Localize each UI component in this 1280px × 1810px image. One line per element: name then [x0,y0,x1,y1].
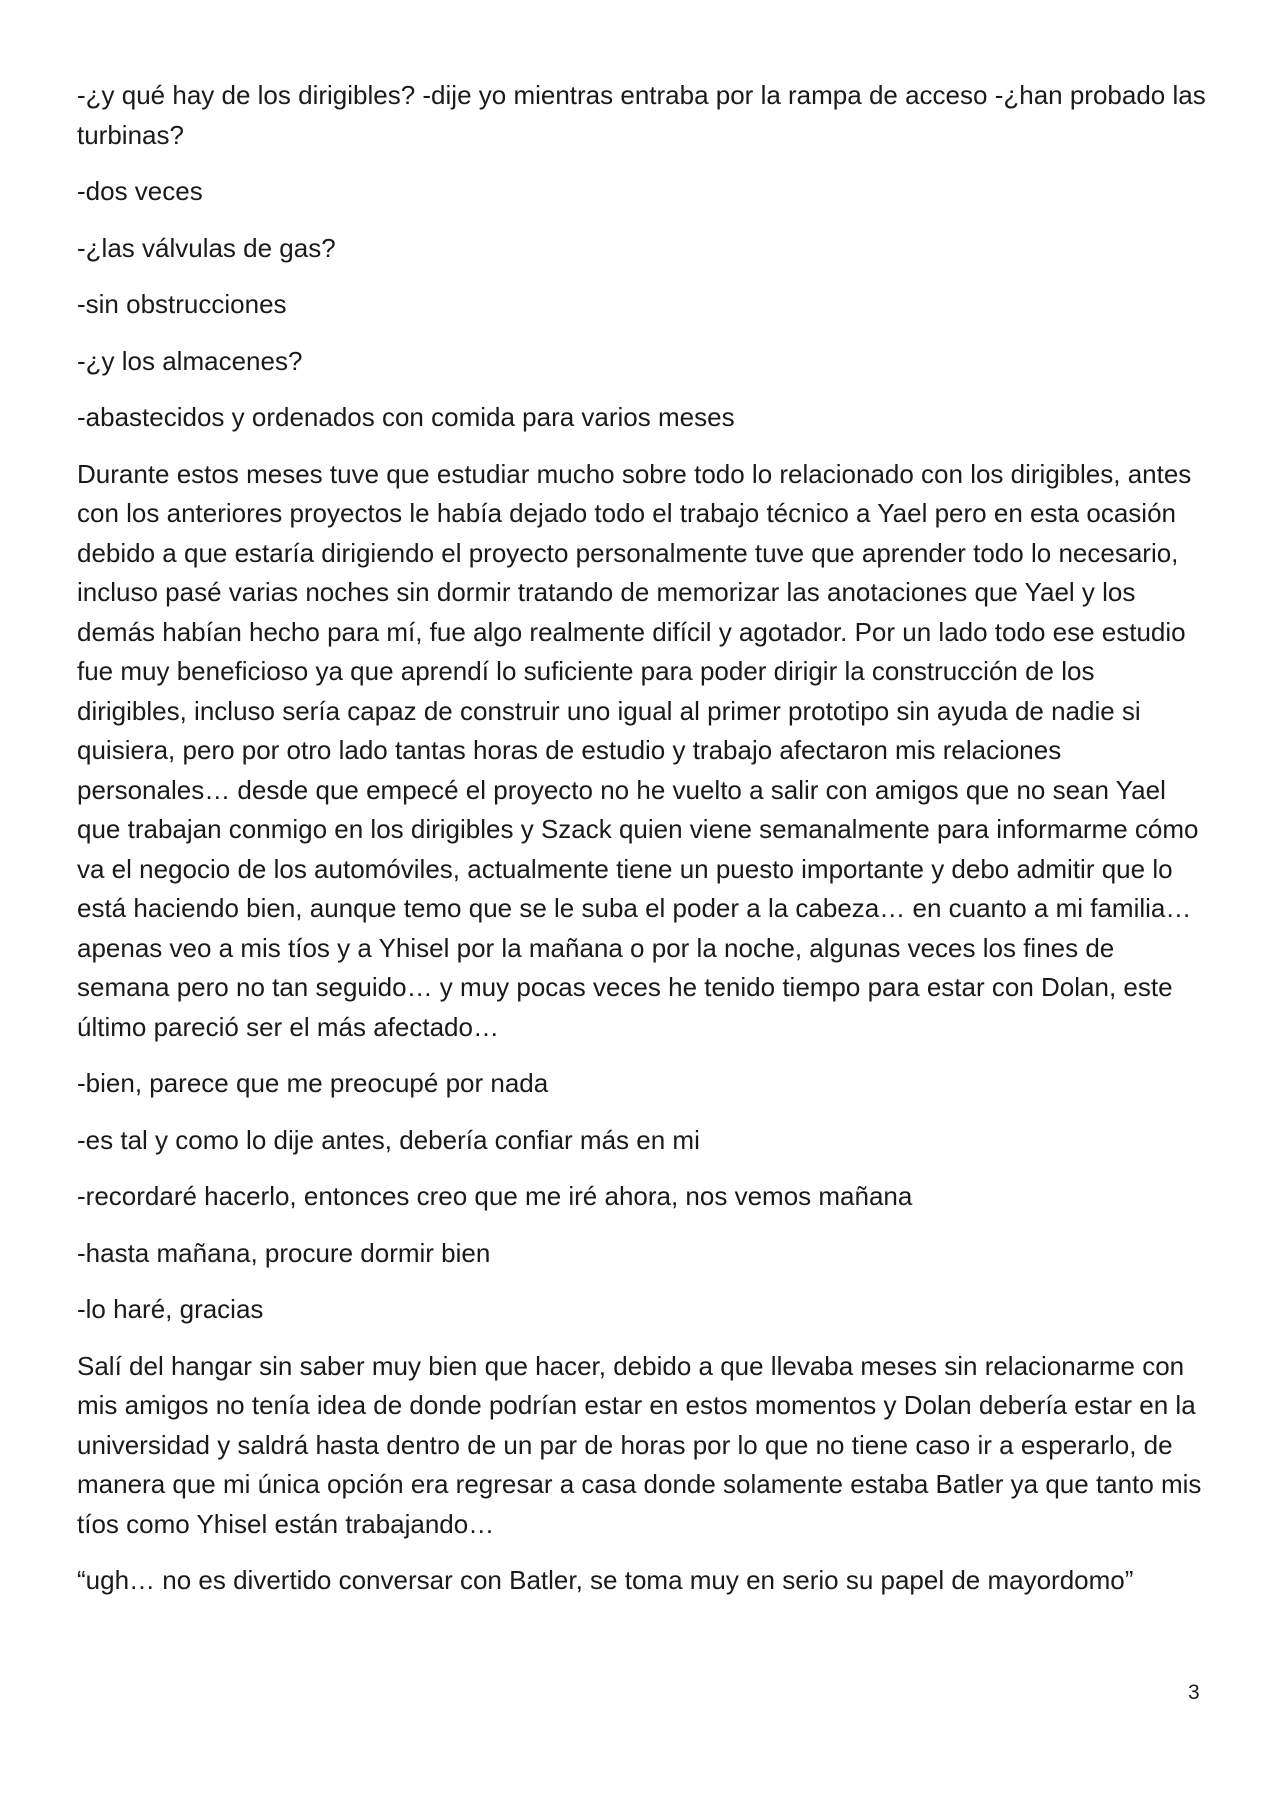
paragraph: -dos veces [77,176,203,206]
document-body [77,76,1207,1618]
paragraph: -hasta mañana, procure dormir bien [77,1237,491,1268]
paragraph: -lo haré, gracias [77,1294,264,1324]
paragraph: Salí del hangar sin saber muy bien que hacer, debido a que llevaba meses sin relacionarme con mis amigos no tenía idea de donde podrían estar en estos momentos y Dolan debería estar en la universidad y saldrá hasta dentro de un par de horas por lo que no tiene caso ir a esperarlo, de manera que mi única opción era regresar a casa donde solamente estaba Batler ya que tanto mis tíos como Yhisel están trabajando… [77,1350,1202,1539]
paragraph: “ugh… no es divertido conversar con Batler, se toma muy en serio su papel de mayordomo” [77,1565,1134,1595]
paragraph: Durante estos meses tuve que estudiar mucho sobre todo lo relacionado con los dirigibles, antes con los anteriores proyectos le había dejado todo el trabajo técnico a Yael pero en esta ocasión debido a que estaría dirigiendo el proyecto personalmente tuve que aprender todo lo necesario, incluso pasé varias noches sin dormir tratando de memorizar las anotaciones que Yael y los demás habían hecho para mí, fue algo realmente difícil y agotador. Por un lado todo ese estudio fue muy beneficioso ya que aprendí lo suficiente para poder dirigir la construcción de los dirigibles, incluso sería capaz de construir uno igual al primer prototipo sin ayuda de nadie si quisiera, pero por otro lado tantas horas de estudio y trabajo afectaron mis relaciones personales… desde que empecé el proyecto no he vuelto a salir con amigos que no sean Yael que trabajan conmigo en los dirigibles y Szack quien viene semanalmente para informarme cómo va el negocio de los automóviles, actualmente tiene un puesto importante y debo admitir que lo está haciendo bien, aunque temo que se le suba el poder a la cabeza… en cuanto a mi familia… apenas veo a mis tíos y a Yhisel por la mañana o por la noche, algunas veces los fines de semana pero no tan seguido… y muy pocas veces he tenido tiempo para estar con Dolan, este último pareció ser el más afectado… [77,458,1199,1042]
paragraph: -recordaré hacerlo, entonces creo que me iré ahora, nos vemos mañana [77,1181,913,1211]
paragraph: -¿las válvulas de gas? [77,232,336,263]
paragraph: -¿y los almacenes? [77,345,303,376]
paragraph: -bien, parece que me preocupé por nada [77,1068,549,1098]
paragraph: -abastecidos y ordenados con comida para varios meses [77,402,735,432]
paragraph: -sin obstrucciones [77,289,287,319]
page-number: 3 [1188,1681,1200,1704]
paragraph: -es tal y como lo dije antes, debería confiar más en mi [77,1124,700,1155]
paragraph: -¿y qué hay de los dirigibles? -dije yo mientras entraba por la rampa de acceso -¿han probado las turbinas? [77,80,1206,150]
